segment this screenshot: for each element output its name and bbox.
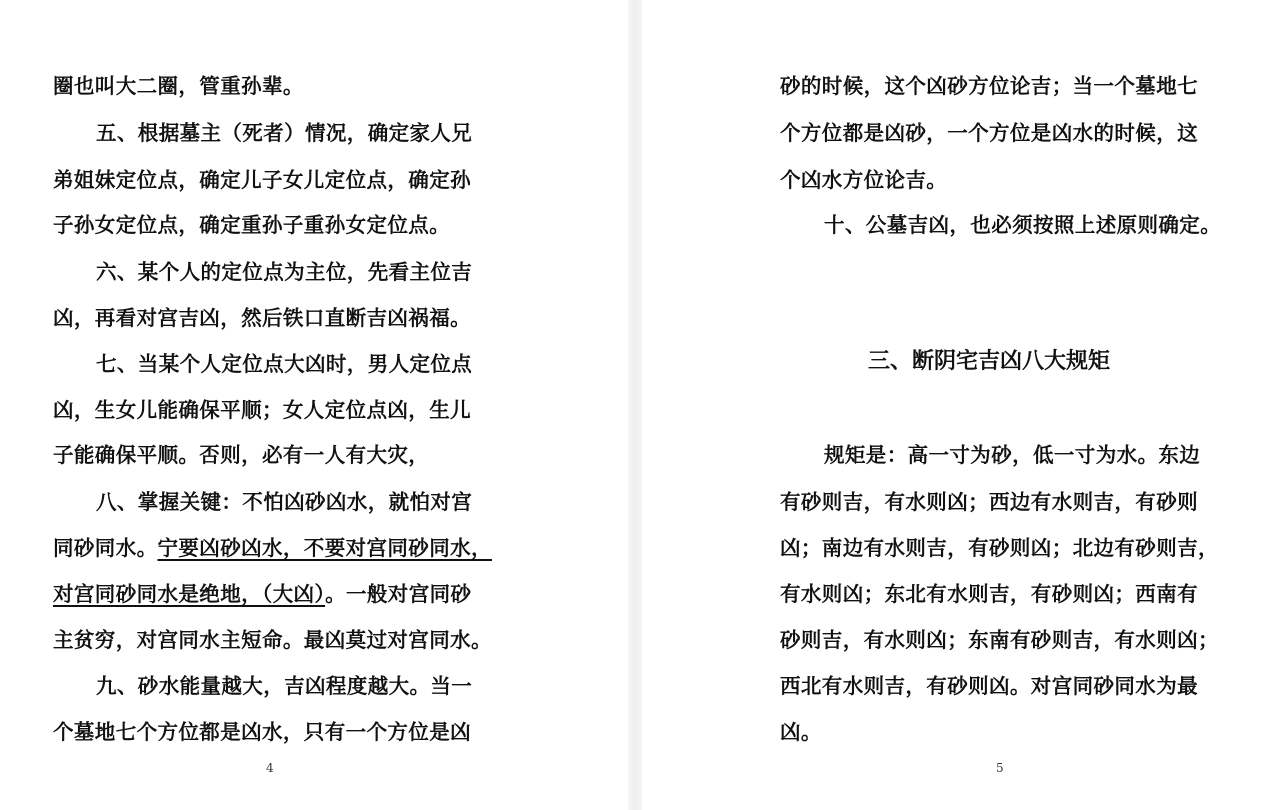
left-line-5: 六、某个人的定位点为主位，先看主位吉 [96,260,473,284]
left-line-2: 五、根据墓主（死者）情况，确定家人兄 [96,121,473,145]
right-line-10: 西北有水则吉，有砂则凶。对宫同砂同水为最 [780,674,1198,698]
left-line-11-underlined: 宁要凶砂凶水，不要对宫同砂同水， [157,536,492,560]
section-heading: 三、断阴宅吉凶八大规矩 [868,349,1111,374]
left-line-14: 九、砂水能量越大，吉凶程度越大。当一 [96,674,473,698]
right-page-number: 5 [996,761,1004,775]
right-line-5: 规矩是：高一寸为砂，低一寸为水。东边 [824,443,1201,467]
right-line-6: 有砂则吉，有水则凶；西边有水则吉，有砂则 [780,490,1198,514]
left-line-3: 弟姐妹定位点，确定儿子女儿定位点，确定孙 [53,168,471,192]
left-page-number: 4 [266,761,274,775]
left-line-10: 八、掌握关键：不怕凶砂凶水，就怕对宫 [96,490,473,514]
right-line-8: 有水则凶；东北有水则吉，有砂则凶；西南有 [780,582,1198,606]
left-line-11 [53,534,493,562]
right-line-7: 凶；南边有水则吉，有砂则凶；北边有砂则吉， [780,536,1219,560]
right-line-2: 个方位都是凶砂，一个方位是凶水的时候，这 [780,121,1198,145]
left-line-11-plain: 同砂同水。 [53,536,158,560]
right-line-11: 凶。 [780,720,822,744]
left-line-15: 个墓地七个方位都是凶水，只有一个方位是凶 [53,720,471,744]
left-line-9: 子能确保平顺。否则，必有一人有大灾， [53,443,430,467]
left-line-12 [53,580,493,608]
left-line-12-plain: 。一般对宫同砂 [325,582,472,606]
left-line-6: 凶，再看对宫吉凶，然后铁口直断吉凶祸福。 [53,306,471,330]
right-line-3: 个凶水方位论吉。 [780,168,948,192]
right-page [642,0,1277,810]
left-line-4: 子孙女定位点，确定重孙子重孙女定位点。 [53,213,451,237]
right-line-4: 十、公墓吉凶，也必须按照上述原则确定。 [824,213,1222,237]
book-gutter [628,0,642,810]
left-page [0,0,628,810]
left-line-13: 主贫穷，对宫同水主短命。最凶莫过对宫同水。 [53,628,492,652]
right-line-9: 砂则吉，有水则凶；东南有砂则吉，有水则凶； [780,628,1219,652]
left-line-1: 圈也叫大二圈，管重孙辈。 [53,74,304,98]
left-line-12-underlined: 对宫同砂同水是绝地，（大凶） [53,582,326,606]
right-line-1: 砂的时候，这个凶砂方位论吉；当一个墓地七 [780,74,1198,98]
left-line-8: 凶，生女儿能确保平顺；女人定位点凶，生儿 [53,398,471,422]
left-line-7: 七、当某个人定位点大凶时，男人定位点 [96,352,473,376]
